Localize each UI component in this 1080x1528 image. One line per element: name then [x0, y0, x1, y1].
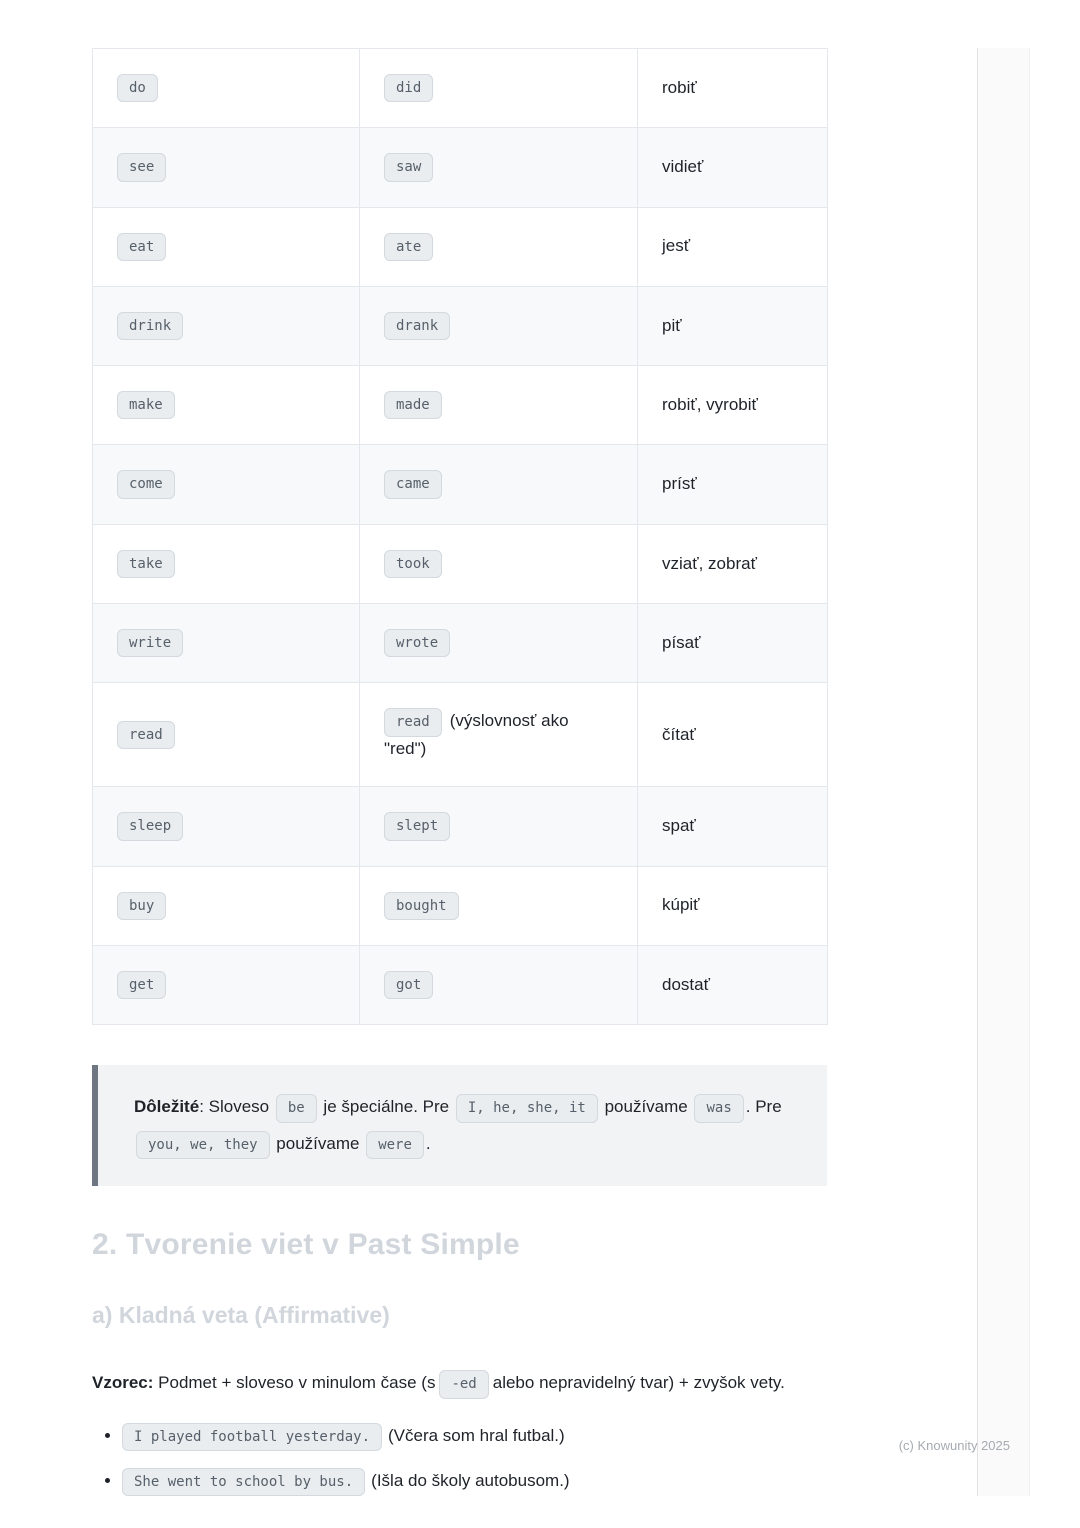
callout-text-1: : Sloveso: [199, 1097, 274, 1117]
past-verb-chip: did: [384, 74, 433, 102]
section-heading: 2. Tvorenie viet v Past Simple: [92, 1228, 520, 1262]
past-verb-chip: made: [384, 391, 442, 419]
past-verb-cell: [360, 945, 638, 1024]
past-verb-chip: slept: [384, 812, 450, 840]
base-verb-chip: drink: [117, 312, 183, 340]
formula-text-2: alebo nepravidelný tvar) + zvyšok vety.: [492, 1373, 785, 1393]
list-item: [122, 1467, 827, 1496]
table-row: [93, 945, 828, 1024]
callout-text-2: je špeciálne. Pre: [318, 1097, 454, 1117]
table-row: [93, 604, 828, 683]
base-verb-chip: make: [117, 391, 175, 419]
past-verb-cell: [360, 366, 638, 445]
base-verb-cell: [93, 787, 360, 866]
example-sentences-list: [92, 1422, 827, 1497]
translation-cell: [638, 49, 828, 128]
base-verb-chip: take: [117, 550, 175, 578]
past-verb-cell: [360, 128, 638, 207]
past-verb-cell: [360, 866, 638, 945]
past-verb-chip: ate: [384, 233, 433, 261]
formula-label: Vzorec:: [92, 1373, 154, 1393]
translation-text: robiť, vyrobiť: [662, 395, 758, 415]
section-subheading: a) Kladná veta (Affirmative): [92, 1302, 390, 1329]
list-item: [122, 1422, 827, 1451]
translation-text: spať: [662, 816, 696, 836]
irregular-verbs-table: [92, 48, 828, 1025]
table-row: [93, 49, 828, 128]
table-row: [93, 286, 828, 365]
translation-text: čítať: [662, 724, 696, 744]
callout-code-pronouns-2: you, we, they: [136, 1131, 270, 1159]
base-verb-chip: see: [117, 153, 166, 181]
translation-text: prísť: [662, 474, 697, 494]
scrollbar-track[interactable]: [977, 48, 1030, 1496]
base-verb-cell: [93, 286, 360, 365]
translation-text: vziať, zobrať: [662, 553, 757, 573]
translation-text: piť: [662, 315, 682, 335]
base-verb-chip: come: [117, 470, 175, 498]
translation-text: jesť: [662, 236, 691, 256]
translation-cell: [638, 945, 828, 1024]
past-verb-cell: [360, 286, 638, 365]
base-verb-cell: [93, 128, 360, 207]
example-sentence-chip: I played football yesterday.: [122, 1423, 382, 1451]
table-row: [93, 366, 828, 445]
past-verb-chip: came: [384, 470, 442, 498]
past-verb-cell: [360, 604, 638, 683]
base-verb-cell: [93, 945, 360, 1024]
base-verb-cell: [93, 366, 360, 445]
example-sentence-chip: She went to school by bus.: [122, 1468, 365, 1496]
callout-text-5: používame: [271, 1133, 365, 1153]
table-row: [93, 128, 828, 207]
formula-code-ed: -ed: [439, 1370, 488, 1398]
callout-code-be: be: [276, 1094, 317, 1122]
example-translation: (Išla do školy autobusom.): [371, 1471, 570, 1491]
callout-label: Dôležité: [134, 1097, 200, 1117]
translation-cell: [638, 524, 828, 603]
base-verb-cell: [93, 207, 360, 286]
translation-text: dostať: [662, 974, 710, 994]
past-verb-chip: wrote: [384, 629, 450, 657]
base-verb-chip: get: [117, 971, 166, 999]
past-verb-cell: [360, 787, 638, 866]
past-verb-cell: [360, 524, 638, 603]
past-verb-note: (výslovnosť ako "red"): [384, 711, 569, 758]
past-verb-chip: saw: [384, 153, 433, 181]
callout-code-pronouns-1: I, he, she, it: [456, 1094, 598, 1122]
past-verb-cell: [360, 683, 638, 787]
callout-text-3: používame: [599, 1097, 693, 1117]
base-verb-chip: read: [117, 721, 175, 749]
copyright-watermark: (c) Knowunity 2025: [898, 1438, 1010, 1453]
past-verb-chip: took: [384, 550, 442, 578]
translation-text: písať: [662, 632, 701, 652]
callout-code-was: was: [694, 1094, 743, 1122]
base-verb-chip: write: [117, 629, 183, 657]
table-row: [93, 524, 828, 603]
important-callout: [92, 1065, 827, 1186]
translation-cell: [638, 445, 828, 524]
base-verb-cell: [93, 683, 360, 787]
past-verb-chip: drank: [384, 312, 450, 340]
translation-text: kúpiť: [662, 895, 700, 915]
formula-paragraph: [92, 1365, 827, 1402]
translation-text: vidieť: [662, 157, 704, 177]
base-verb-chip: do: [117, 74, 158, 102]
past-verb-chip: bought: [384, 892, 459, 920]
translation-cell: [638, 128, 828, 207]
translation-cell: [638, 286, 828, 365]
document-content: [92, 48, 827, 1512]
table-row: [93, 787, 828, 866]
base-verb-cell: [93, 604, 360, 683]
example-translation: (Včera som hral futbal.): [388, 1425, 565, 1445]
past-verb-cell: [360, 445, 638, 524]
base-verb-chip: eat: [117, 233, 166, 261]
base-verb-cell: [93, 49, 360, 128]
past-verb-cell: [360, 49, 638, 128]
table-row: [93, 445, 828, 524]
base-verb-cell: [93, 866, 360, 945]
callout-text-6: .: [425, 1133, 431, 1153]
translation-cell: [638, 604, 828, 683]
translation-cell: [638, 787, 828, 866]
base-verb-cell: [93, 524, 360, 603]
verb-table-body: [93, 49, 828, 1025]
callout-code-were: were: [366, 1131, 424, 1159]
callout-text-4: . Pre: [745, 1097, 782, 1117]
translation-cell: [638, 366, 828, 445]
formula-text-1: Podmet + sloveso v minulom čase (s: [153, 1373, 436, 1393]
table-row: [93, 207, 828, 286]
table-row: [93, 683, 828, 787]
base-verb-chip: sleep: [117, 812, 183, 840]
past-verb-cell: [360, 207, 638, 286]
table-row: [93, 866, 828, 945]
base-verb-cell: [93, 445, 360, 524]
translation-cell: [638, 866, 828, 945]
translation-text: robiť: [662, 77, 697, 97]
past-verb-chip: got: [384, 971, 433, 999]
translation-cell: [638, 683, 828, 787]
translation-cell: [638, 207, 828, 286]
past-verb-chip: read: [384, 708, 442, 736]
base-verb-chip: buy: [117, 892, 166, 920]
